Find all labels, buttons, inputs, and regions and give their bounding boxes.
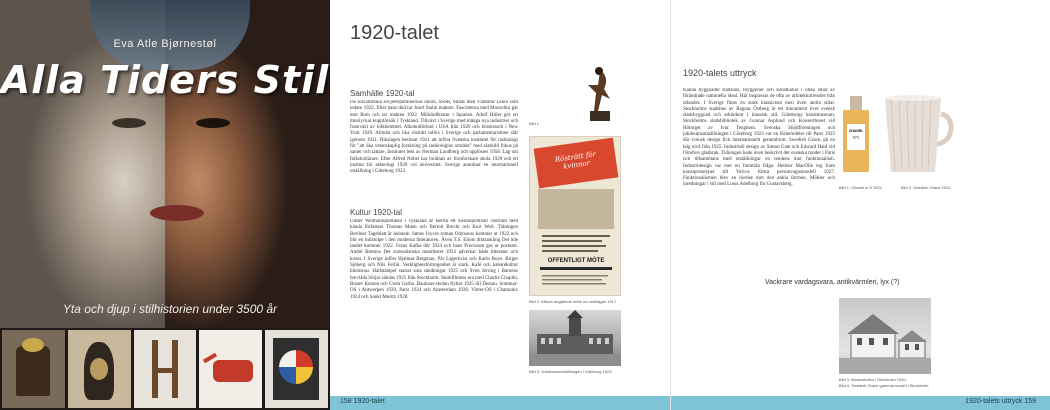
right-page-footer xyxy=(671,396,1050,410)
photo-villas xyxy=(839,298,931,374)
chapter-title: 1920-talet xyxy=(350,22,439,44)
left-page-footer xyxy=(330,396,670,410)
book-cover xyxy=(0,0,330,410)
section-text-kultur: Under Weimarrepubliken i Tyskland är Berlin ett kosmopolitiskt centrum med kända författare Thomas Mann och Bertolt Brecht och Kurt Weil. Tidningen Berliner Tageblatt är ledande. James Joyces roman Odysseus kommer ut 1922 och blir en milstolpe i den moderna litteraturen. Även T.S. Eliots diktsamling Det öde landet kommer 1922. Franz Kafka dör 1924 och hans Processen ges ut postumt. André Bretons Det surrealistiska manifestet 1924 påverkar både litteratur och konst. I Sverige införs Hjalmar Bergman, Pär Lagerkvist och Karin Boye. Birger Sjöberg och Nils Ferlin. Verklighetsförtrogenhet är stark. Kafé och kabarékultur blomstrar. Hallstämpel startar sina sändningar 1925 och Sven Jerring i Barnens brevlåda börjar sändas 1925 från Stockholm. Stumfilmens era med Charlie Chaplin, Buster Keaton och Greta Garbo. Bauhaus-skolan flyttar 1925 till Dessau. Sommar-OS i Antwerpen 1920, Paris 1924 och Amsterdam 1928. Vinter-OS i Chamonix 1924 och Sankt Moritz 1928. xyxy=(350,219,518,300)
photo-swedish-grace-cup xyxy=(877,92,957,182)
left-page xyxy=(330,0,670,410)
cover-lips xyxy=(150,205,204,221)
cover-tile-throne xyxy=(2,330,65,408)
section-text-samhalle: De socialistiska sovjetrepublikernas union, SSSR, bildas med Vladimir Lenin som ledare 1922. Efter hans död tar Josef Stalin makten. Fascisterna med Mussolini går mot Rom och tar makten 1922. Militärdiktatur i Spanien. Adolf Hitler gör ett misslyckat kuppförsök i Tyskland. Tillväxt i Sverige med många nya industrier och framväxt av folkhemmet. Alkoholförbud i USA från 1920 och börskrasch i New York 1929. Allmän och lika rösträtt införs i Sverige och parlamentarismen slår igenom 1921. Rikslagen beslutar 1921 att införa Svenska institutet för rasbiologi för "att öka vetenskaplig forskning på rasbiologins område" med särskild fokus på samer och tattare. Institutet leds av Herman Lundborg och upplöstes 1958. Lag om folkskollärare. Efter Alfred Nobel har inrättats av fornforskare skola 1920 och ett institut för arkeologi 1920 vid universitet. Sverige anordnar en internationell utställning i Göteborg 1923. xyxy=(350,100,518,175)
photo-exhibition-building xyxy=(529,310,621,366)
cover-title: Alla Tiders Stil xyxy=(0,58,330,102)
photo-suffrage-poster xyxy=(529,136,621,296)
caption-left-3: Bild 3. Jubileumsutställningen i Göteborg 1923. xyxy=(529,369,613,374)
vardagsvara-caption: Vackrare vardagsvara, antikvärmleri, lyx (?) xyxy=(765,279,900,286)
photo-chanel-perfume xyxy=(839,92,873,178)
perfume-label: CHANEL xyxy=(848,129,864,133)
photo-dancer-statue xyxy=(580,65,620,123)
left-page-number: 158 1920-talet xyxy=(340,398,385,405)
caption-left-1: Bild 1 xyxy=(529,121,540,126)
cover-eye-left xyxy=(112,118,146,128)
cover-subtitle: Yta och djup i stilhistorien under 3500 år xyxy=(62,302,278,316)
caption-right-2: Bild 2. Swedish Grace 2014. xyxy=(901,185,952,190)
caption-left-2: Bild 2. Affisch angående möte om tullfrågan 1917. xyxy=(529,299,618,304)
section-heading-kultur: Kultur 1920-tal xyxy=(350,208,403,217)
cover-tile-vase xyxy=(68,330,131,408)
cover-tile-circle-painting xyxy=(265,330,328,408)
section-heading-uttryck: 1920-talets uttryck xyxy=(683,68,757,78)
caption-right-4: Bild 4. Swedish Grace gammal modell i Stockholm. xyxy=(839,383,930,388)
perfume-number: N°5 xyxy=(852,135,860,140)
right-page-number: 1920-talets uttryck 159 xyxy=(965,398,1036,405)
section-text-uttryck: Kända byggnader stadshus, bryggerier och konsthallar i olika stilar av förändrade nationella ideal. Här inspireras de ofta av arkitekturtrender från utlandet. I Sverige finns en stark klassicism men även andra stilar. Stockholms stadshus av Ragnar Östberg är ett monument över svensk stadsbyggnad och arkitektur i klassisk stil. Göteborgs konstmuseum, Stockholms stadsbibliotek av Gunnar Asplund och Konserthuset vid Hötorget av Ivar Tengbom. Svenska Slöjdföreningen och jubileumsutställningen i Göteborg 1923 var en förberedelse till Paris 1925 där svensk design fick internationellt genombrott. Swedish Grace, på en hög nivå från 1925. Industriell design av Simon Gate och Edward Hald vid Orrefors glasbruk. Tidningen hade även beskrivit det svenska modet i Paris och tillsammans med utställningar en tendens mot funktionalism. Industridesign var mer en framtida fråga. Helmer MacOlle tog fram konstprototyper till Volvos första personvagnsmodell 1927. Funktionalismen blev en rörelse mot den enkla formen. Möbler och inredningar i stil med Louis Adelborg för Gustavsberg. xyxy=(683,88,835,188)
section-heading-samhalle: Samhälle 1920-tal xyxy=(350,89,415,98)
cover-tile-chair xyxy=(134,330,197,408)
poster-meeting-text: OFFENTLIGT MÖTE xyxy=(547,258,605,264)
right-page xyxy=(670,0,1050,410)
cover-tile-watering-can xyxy=(199,330,262,408)
cover-image-strip xyxy=(0,328,330,410)
caption-right-1: Bild 1. Chanel nr 5 1921. xyxy=(839,185,884,190)
cover-eye-right xyxy=(196,118,230,128)
poster-headline: Rösträtt för kvinnor xyxy=(554,150,597,171)
cover-author: Eva Atle Bjørnestøl xyxy=(113,38,217,50)
caption-right-3: Bild 3. Bostadsvillor i Stockholm 1920. xyxy=(839,377,907,382)
